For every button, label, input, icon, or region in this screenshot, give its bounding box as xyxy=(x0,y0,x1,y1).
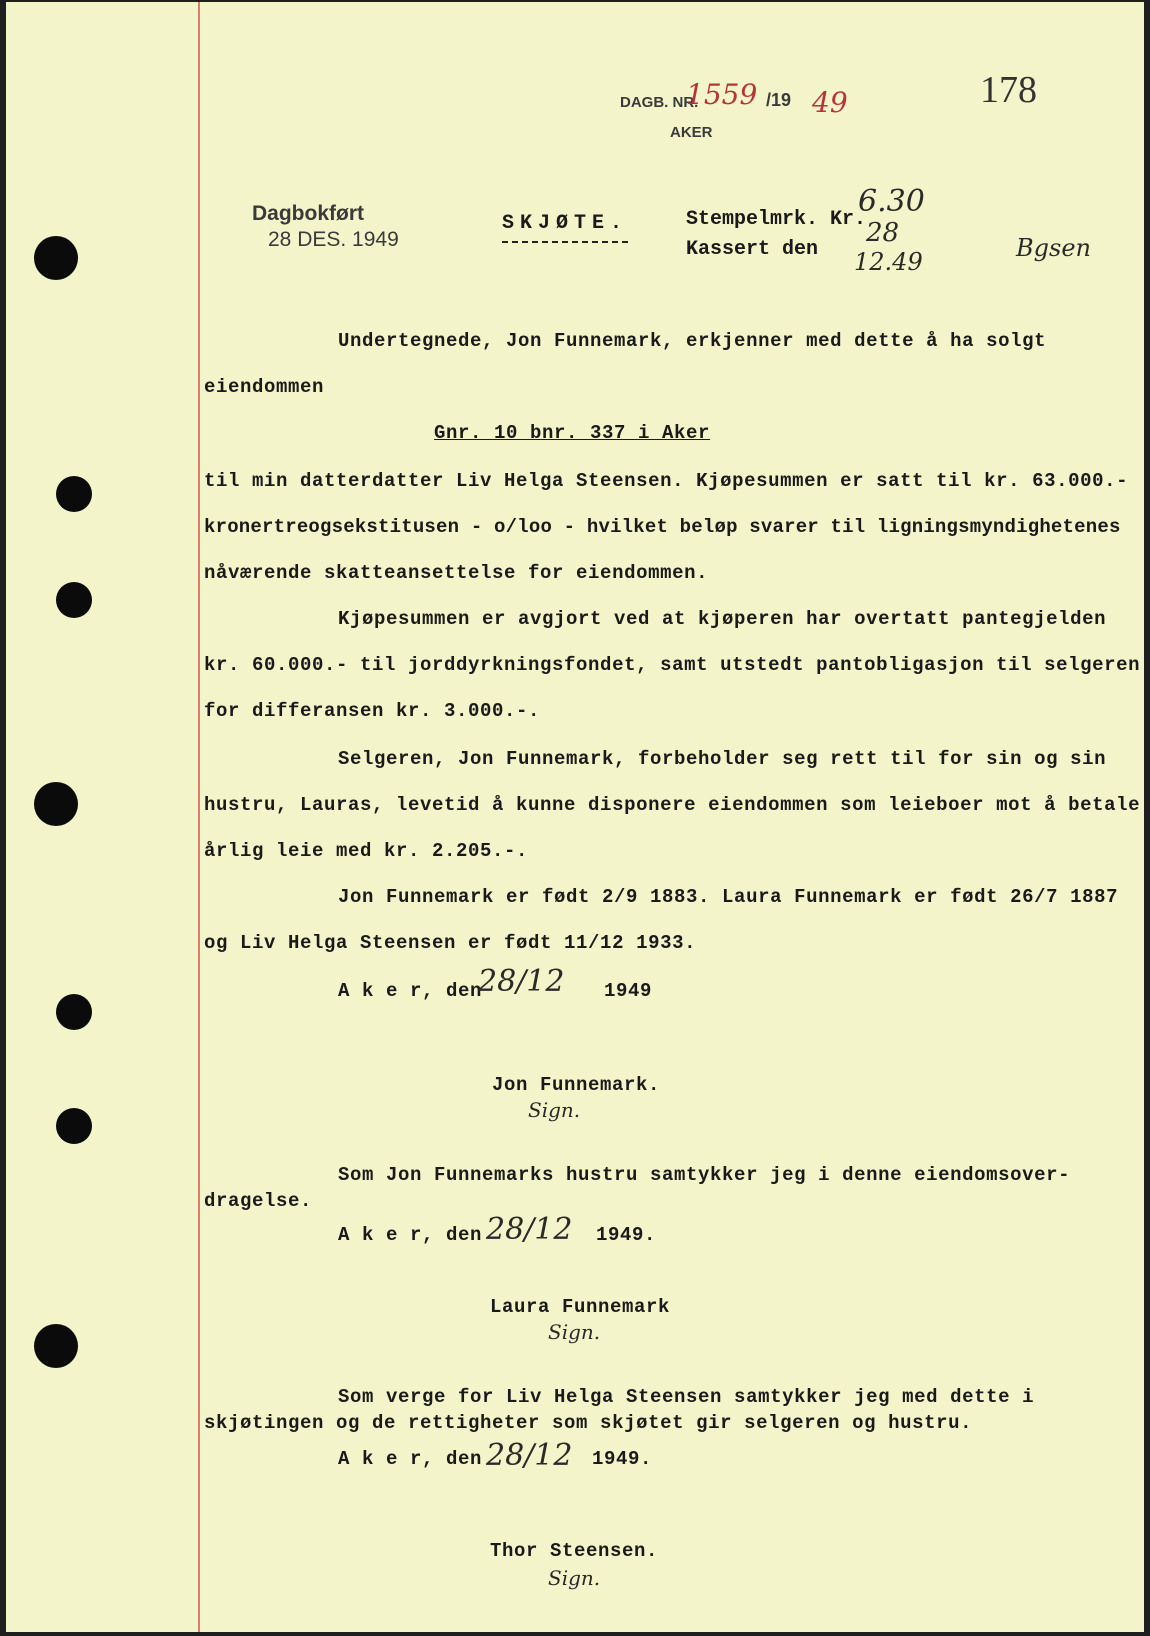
text-line: Som verge for Liv Helga Steensen samtykker jeg med dette i xyxy=(338,1386,1035,1408)
handwritten-date: 28/12 xyxy=(486,1438,573,1473)
punch-hole xyxy=(56,1108,92,1144)
sign-mark: Sign. xyxy=(548,1566,601,1590)
text-line: for differansen kr. 3.000.-. xyxy=(204,700,541,722)
punch-hole xyxy=(56,476,92,512)
punch-hole xyxy=(34,236,78,280)
text-line: nåværende skatteansettelse for eiendommen. xyxy=(204,562,709,584)
text-line: skjøtingen og de rettigheter som skjøtet gir selgeren og hustru. xyxy=(204,1412,973,1434)
year: 1949 xyxy=(604,980,653,1002)
kassert-signature: Bgsen xyxy=(1016,234,1091,262)
dagb-number: 1559 xyxy=(686,78,758,111)
place-date: A k e r, den xyxy=(338,980,483,1002)
kassert-date-bottom: 12.49 xyxy=(854,248,923,276)
punch-hole xyxy=(34,782,78,826)
text-line: årlig leie med kr. 2.205.-. xyxy=(204,840,529,862)
dagbokfort-stamp: Dagbokført xyxy=(252,202,364,225)
handwritten-date: 28/12 xyxy=(486,1212,573,1247)
text-line: dragelse. xyxy=(204,1190,313,1212)
document-title: SKJØTE. xyxy=(502,212,628,243)
text-line: til min datterdatter Liv Helga Steensen. Kjøpesummen er satt til kr. 63.000.- xyxy=(204,470,1129,492)
punch-hole xyxy=(56,994,92,1030)
place-date: A k e r, den xyxy=(338,1224,483,1246)
text-line: Undertegnede, Jon Funnemark, erkjenner med dette å ha solgt xyxy=(338,330,1047,352)
dagb-label: DAGB. NR. xyxy=(620,94,699,111)
margin-line xyxy=(198,2,200,1632)
text-line: eiendommen xyxy=(204,376,325,398)
dagb-year: 49 xyxy=(812,86,848,119)
signatory-name: Laura Funnemark xyxy=(490,1296,671,1318)
kassert-date-top: 28 xyxy=(866,218,900,248)
text-line: og Liv Helga Steensen er født 11/12 1933. xyxy=(204,932,697,954)
sign-mark: Sign. xyxy=(528,1098,581,1122)
text-line: hustru, Lauras, levetid å kunne disponere eiendommen som leieboer mot å betale xyxy=(204,794,1141,816)
property-designation: Gnr. 10 bnr. 337 i Aker xyxy=(434,422,711,444)
stamp-date: 28 DES. 1949 xyxy=(268,228,399,251)
punch-hole xyxy=(56,582,92,618)
stempel-value: 6.30 xyxy=(858,184,925,219)
document-page xyxy=(6,2,1144,1632)
text-line: Jon Funnemark er født 2/9 1883. Laura Funnemark er født 26/7 1887 xyxy=(338,886,1119,908)
sign-mark: Sign. xyxy=(548,1320,601,1344)
handwritten-date: 28/12 xyxy=(478,964,565,999)
year: 1949. xyxy=(592,1448,653,1470)
signatory-name: Jon Funnemark. xyxy=(492,1074,661,1096)
text-line: Som Jon Funnemarks hustru samtykker jeg i denne eiendomsover- xyxy=(338,1164,1071,1186)
kassert-label: Kassert den xyxy=(686,238,819,261)
signatory-name: Thor Steensen. xyxy=(490,1540,659,1562)
stempel-label: Stempelmrk. Kr. xyxy=(686,208,867,231)
year: 1949. xyxy=(596,1224,657,1246)
text-line: kr. 60.000.- til jorddyrkningsfondet, samt utstedt pantobligasjon til selgeren xyxy=(204,654,1141,676)
dagb-separator: /19 xyxy=(766,90,792,110)
text-line: Kjøpesummen er avgjort ved at kjøperen har overtatt pantegjelden xyxy=(338,608,1107,630)
text-line: kronertreogsekstitusen - o/loo - hvilket beløp svarer til ligningsmyndighetenes xyxy=(204,516,1121,538)
text-line: Selgeren, Jon Funnemark, forbeholder seg rett til for sin og sin xyxy=(338,748,1107,770)
punch-hole xyxy=(34,1324,78,1368)
page-number: 178 xyxy=(980,69,1037,111)
place-date: A k e r, den xyxy=(338,1448,483,1470)
aker-label: AKER xyxy=(670,124,713,141)
